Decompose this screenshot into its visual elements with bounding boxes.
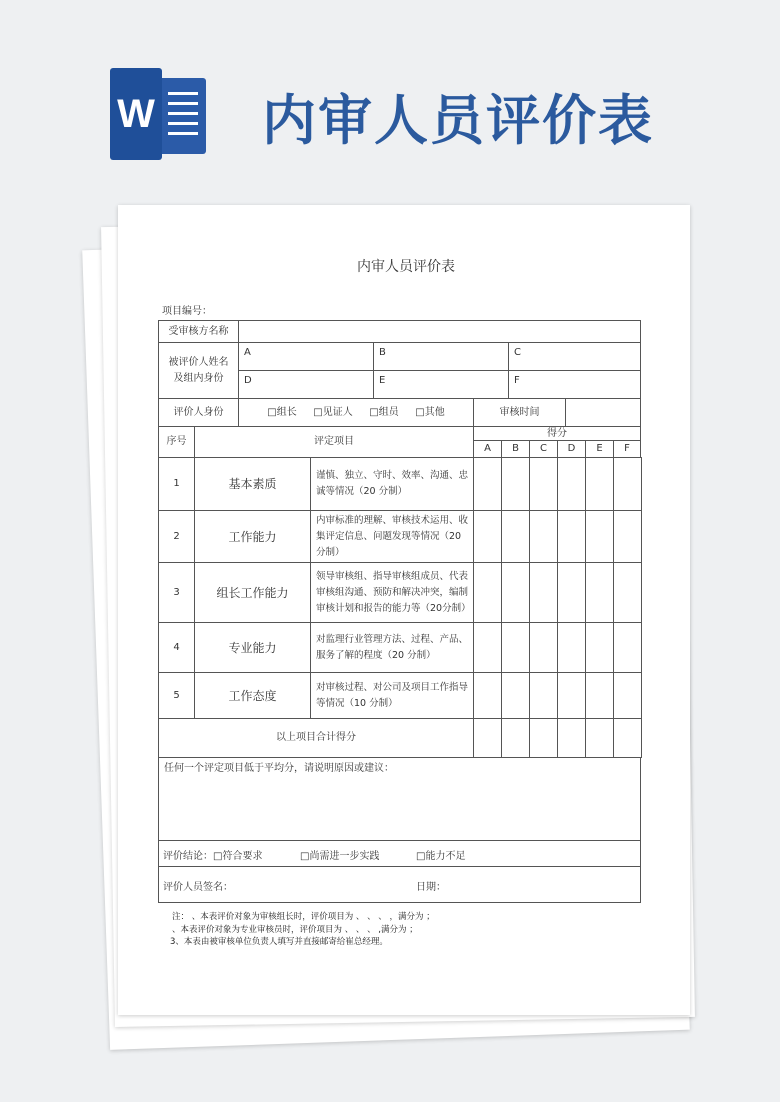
score-col-d: D	[557, 440, 586, 458]
signature-label: 评价人员签名：	[163, 882, 233, 893]
score-cell[interactable]	[473, 562, 502, 623]
note-1: 注： 、本表评价对象为审核组长时，评价项目为 、 、 、 ，满分为 ；	[172, 912, 435, 922]
score-cell[interactable]	[613, 510, 642, 563]
evaluator-roles	[238, 398, 474, 427]
score-cell[interactable]	[473, 457, 502, 511]
score-cell[interactable]	[585, 622, 614, 673]
score-cell[interactable]	[557, 622, 586, 673]
score-col-e: E	[585, 440, 614, 458]
item-name: 专业能力	[194, 622, 311, 673]
total-score-cell[interactable]	[557, 718, 586, 758]
banner-title: 内审人员评价表	[262, 88, 654, 152]
slot-e[interactable]: E	[373, 370, 509, 399]
audit-time-label: 审核时间	[473, 398, 566, 427]
role-leader-checkbox[interactable]: □组长	[267, 406, 297, 418]
total-score-cell[interactable]	[501, 718, 530, 758]
project-no-label: 项目编号：	[162, 306, 212, 317]
total-label: 以上项目合计得分	[158, 718, 474, 758]
item-name: 基本素质	[194, 457, 311, 511]
slot-b[interactable]: B	[373, 342, 509, 371]
score-header: 得分	[473, 426, 641, 441]
score-cell[interactable]	[501, 562, 530, 623]
conclusion-practice-checkbox[interactable]: □尚需进一步实践	[300, 851, 380, 862]
score-cell[interactable]	[501, 622, 530, 673]
score-cell[interactable]	[473, 672, 502, 719]
date-label: 日期：	[416, 882, 446, 893]
item-name: 组长工作能力	[194, 562, 311, 623]
total-score-cell[interactable]	[473, 718, 502, 758]
score-cell[interactable]	[473, 622, 502, 673]
role-member-checkbox[interactable]: □组员	[369, 406, 399, 418]
item-desc: 内审标准的理解、审核技术运用、收集评定信息、问题发现等情况（20分制）	[310, 510, 474, 563]
evaluatee-label: 被评价人姓名 及组内身份	[158, 342, 239, 399]
note-3: 3、本表由被审核单位负责人填写并直接邮寄给崔总经理。	[170, 937, 388, 947]
item-header: 评定项目	[194, 426, 474, 458]
score-cell[interactable]	[613, 622, 642, 673]
slot-f[interactable]: F	[508, 370, 641, 399]
role-witness-checkbox[interactable]: □见证人	[313, 406, 353, 418]
score-cell[interactable]	[473, 510, 502, 563]
score-cell[interactable]	[501, 457, 530, 511]
score-cell[interactable]	[585, 510, 614, 563]
comment-field[interactable]: 任何一个评定项目低于平均分，请说明原因或建议：	[158, 757, 641, 841]
score-col-b: B	[501, 440, 530, 458]
score-cell[interactable]	[501, 672, 530, 719]
score-cell[interactable]	[585, 457, 614, 511]
auditee-field[interactable]	[238, 320, 641, 343]
role-other-checkbox[interactable]: □其他	[415, 406, 445, 418]
slot-a[interactable]: A	[238, 342, 374, 371]
score-cell[interactable]	[557, 672, 586, 719]
total-score-cell[interactable]	[613, 718, 642, 758]
item-no: 4	[158, 622, 195, 673]
score-cell[interactable]	[585, 672, 614, 719]
score-cell[interactable]	[529, 562, 558, 623]
slot-c[interactable]: C	[508, 342, 641, 371]
score-cell[interactable]	[529, 457, 558, 511]
score-cell[interactable]	[529, 672, 558, 719]
item-desc: 对监理行业管理方法、过程、产品、服务了解的程度（20 分制）	[310, 622, 474, 673]
total-score-cell[interactable]	[585, 718, 614, 758]
score-cell[interactable]	[585, 562, 614, 623]
item-desc: 对审核过程、对公司及项目工作指导等情况（10 分制）	[310, 672, 474, 719]
conclusion-label: 评价结论：	[163, 851, 213, 862]
score-cell[interactable]	[557, 457, 586, 511]
item-desc: 谨慎、独立、守时、效率、沟通、忠诚等情况（20 分制）	[310, 457, 474, 511]
score-col-a: A	[473, 440, 502, 458]
item-name: 工作能力	[194, 510, 311, 563]
item-desc: 领导审核组、指导审核组成员、代表审核组沟通、预防和解决冲突，编制审核计划和报告的能力等（20分制）	[310, 562, 474, 623]
score-cell[interactable]	[557, 562, 586, 623]
score-cell[interactable]	[529, 622, 558, 673]
conclusion-insufficient-checkbox[interactable]: □能力不足	[416, 851, 466, 862]
word-logo: W	[110, 68, 206, 160]
evaluator-label: 评价人身份	[158, 398, 239, 427]
audit-time-field[interactable]	[565, 398, 641, 427]
score-cell[interactable]	[501, 510, 530, 563]
auditee-label: 受审核方名称	[158, 320, 239, 343]
slot-d[interactable]: D	[238, 370, 374, 399]
seq-header: 序号	[158, 426, 195, 458]
total-score-cell[interactable]	[529, 718, 558, 758]
score-cell[interactable]	[613, 457, 642, 511]
doc-title: 内审人员评价表	[357, 259, 455, 275]
score-col-f: F	[613, 440, 641, 458]
item-no: 3	[158, 562, 195, 623]
item-no: 1	[158, 457, 195, 511]
score-cell[interactable]	[529, 510, 558, 563]
score-col-c: C	[529, 440, 558, 458]
item-name: 工作态度	[194, 672, 311, 719]
score-cell[interactable]	[613, 672, 642, 719]
note-2: 、本表评价对象为专业审核员时，评价项目为 、 、 、 ,满分为 ；	[172, 925, 418, 935]
item-no: 2	[158, 510, 195, 563]
item-no: 5	[158, 672, 195, 719]
score-cell[interactable]	[557, 510, 586, 563]
score-cell[interactable]	[613, 562, 642, 623]
conclusion-meets-checkbox[interactable]: □符合要求	[213, 851, 263, 862]
